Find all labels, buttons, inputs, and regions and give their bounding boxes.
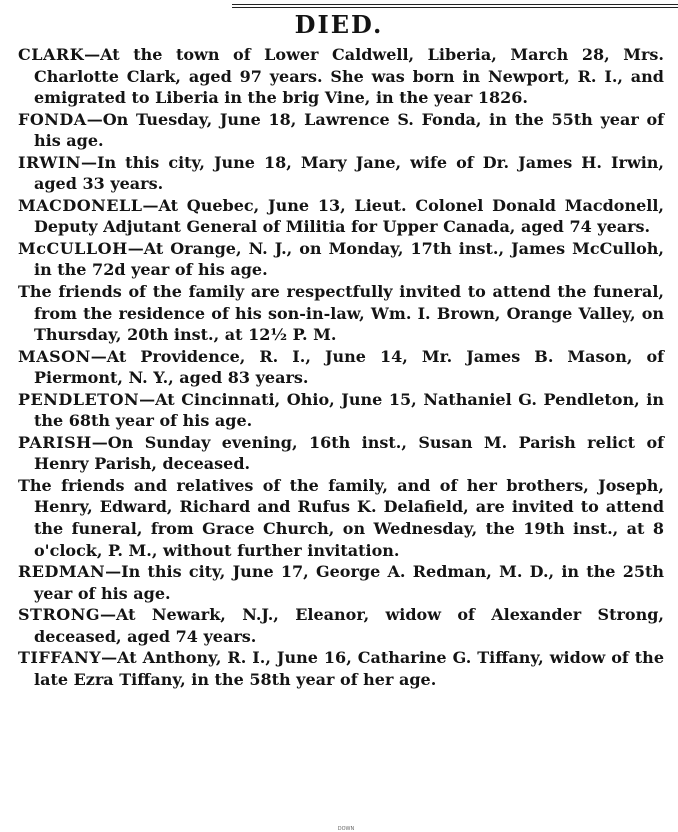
notice-clark <box>18 44 664 109</box>
section-heading: DIED. <box>294 10 384 39</box>
notice-text: —At Cincinnati, Ohio, June 15, Nathaniel G. Pendleton, in the 68th year of his age. <box>34 389 664 431</box>
notice-text: —On Sunday evening, 16th inst., Susan M. Parish relict of Henry Parish, deceased. <box>34 432 664 474</box>
notice-surname: PARISH <box>18 432 92 452</box>
notice-text: The friends and relatives of the family, and of her brothers, Joseph, Henry, Edward, Richard and Rufus K. Delafield, are invited to attend the funeral, from Grace Church, on Wednesday, the 19th inst., at 8 o'clock, P. M., without further invitation. <box>18 475 664 560</box>
notice-text: —In this city, June 18, Mary Jane, wife of Dr. James H. Irwin, aged 33 years. <box>34 152 664 194</box>
notice-pendleton <box>18 389 664 432</box>
notice-surname: CLARK <box>18 45 85 64</box>
notice-text: —At Anthony, R. I., June 16, Catharine G. Tiffany, widow of the late Ezra Tiffany, in the 58th year of her age. <box>34 648 664 689</box>
notice-surname: MACDONELL <box>18 195 143 215</box>
notice-tiffany <box>18 647 664 690</box>
notice-text: —In this city, June 17, George A. Redman, M. D., in the 25th year of his age. <box>34 562 664 603</box>
notice-mcculloh-funeral <box>18 281 664 346</box>
notice-parish-funeral <box>18 475 664 561</box>
notice-surname: MASON <box>18 346 91 366</box>
notice-text: —At Newark, N.J., Eleanor, widow of Alexander Strong, deceased, aged 74 years. <box>34 605 664 646</box>
notice-surname: PENDLETON <box>18 389 140 409</box>
notice-text: —At Quebec, June 13, Lieut. Colonel Donald Macdonell, Deputy Adjutant General of Militia for Upper Canada, aged 74 years. <box>34 195 664 237</box>
notice-mason <box>18 346 664 389</box>
notice-surname: FONDA <box>18 109 87 129</box>
top-rule <box>232 4 678 8</box>
notice-text: —At the town of Lower Caldwell, Liberia, March 28, Mrs. Charlotte Clark, aged 97 years. She was born in Newport, R. I., and emigrated to Liberia in the brig Vine, in the year 1826. <box>34 45 664 108</box>
notice-surname: TIFFANY <box>18 648 102 668</box>
notice-macdonell <box>18 195 664 238</box>
notice-text: —At Orange, N. J., on Monday, 17th inst., James McCulloh, in the 72d year of his age. <box>34 238 664 280</box>
notice-irwin <box>18 152 664 195</box>
page-footer-mark: DOWN <box>337 826 355 832</box>
notice-surname: STRONG <box>18 605 100 625</box>
notice-redman <box>18 561 664 604</box>
notice-strong <box>18 604 664 647</box>
notice-surname: McCULLOH <box>18 238 128 258</box>
notice-surname: IRWIN <box>18 152 82 172</box>
notice-fonda <box>18 109 664 152</box>
notice-text: —At Providence, R. I., June 14, Mr. James B. Mason, of Piermont, N. Y., aged 83 years. <box>34 346 664 388</box>
notice-mcculloh <box>18 238 664 281</box>
notice-parish <box>18 432 664 475</box>
death-notices <box>18 44 664 690</box>
notice-surname: REDMAN <box>18 562 106 582</box>
notice-text: —On Tuesday, June 18, Lawrence S. Fonda, in the 55th year of his age. <box>34 109 664 151</box>
notice-text: The friends of the family are respectfully invited to attend the funeral, from the residence of his son-in-law, Wm. I. Brown, Orange Valley, on Thursday, 20th inst., at 12½ P. M. <box>18 282 664 345</box>
